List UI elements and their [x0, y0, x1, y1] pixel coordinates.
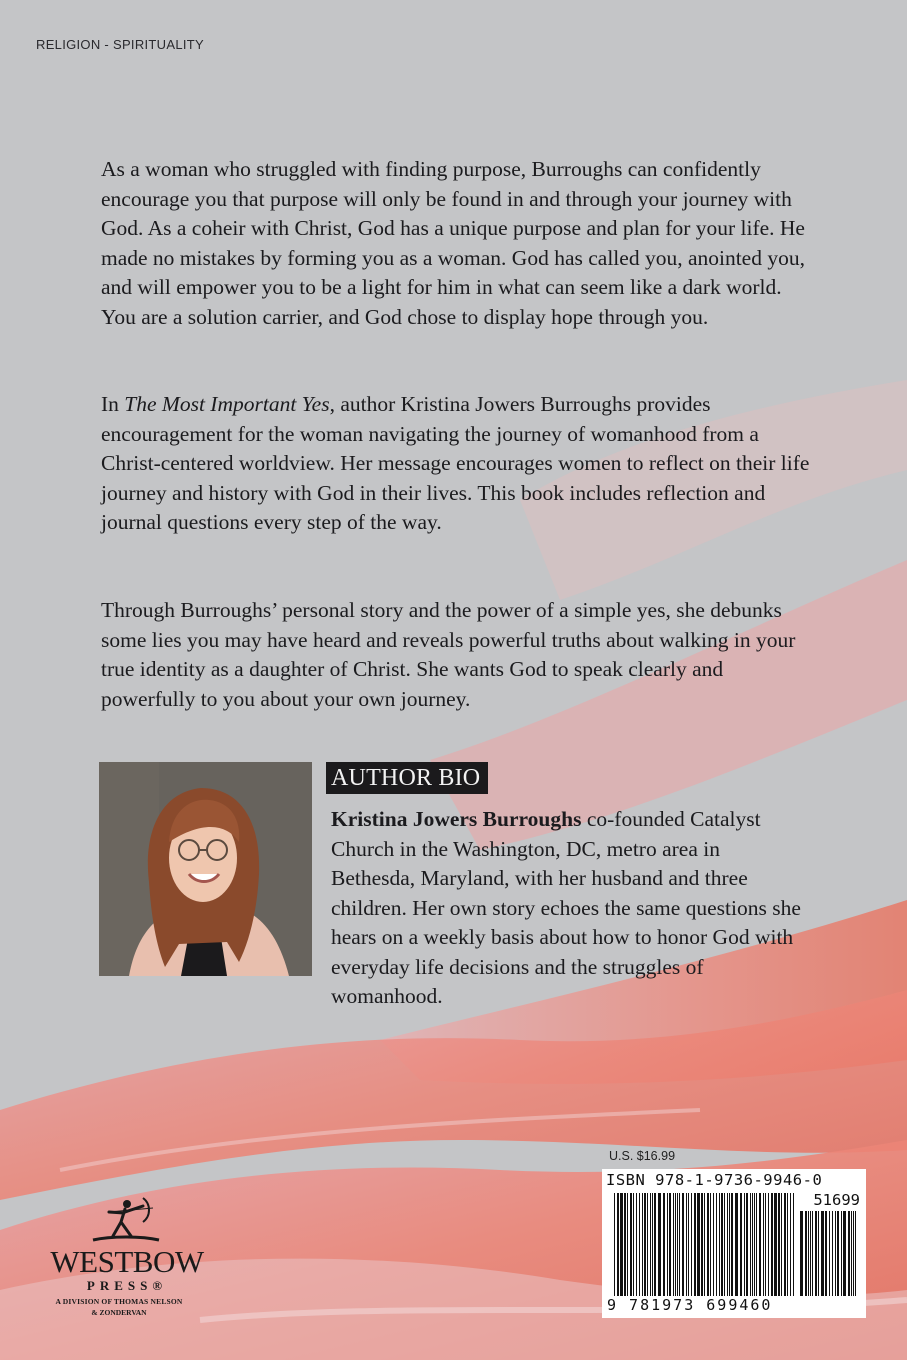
barcode-bar: [763, 1193, 764, 1296]
blurb-paragraph-2: [101, 390, 821, 538]
barcode-bar: [793, 1193, 794, 1296]
blurb-paragraph-2-body: , author Kristina Jowers Burroughs provides encouragement for the woman navigating the journey of womanhood from a Christ-centered worldview. Her message encourages women to reflect on their life journey and history with God in their lives. This book includes reflection and journal questions every step of the way.: [101, 392, 810, 534]
barcode-bar: [731, 1193, 733, 1296]
barcode-addon-number: 51699: [813, 1191, 860, 1209]
barcode-bar: [704, 1193, 705, 1296]
barcode-bar: [790, 1193, 791, 1296]
barcode-bar: [727, 1193, 728, 1296]
barcode-bar: [639, 1193, 640, 1296]
author-bio-body: co-founded Catalyst Church in the Washington, DC, metro area in Bethesda, Maryland, with her husband and three children. Her own story echoes the same questions she hears on a weekly basis about how to honor God with everyday life decisions and the struggles of womanhood.: [331, 807, 801, 1008]
barcode-bar: [724, 1193, 725, 1296]
barcode-bar: [710, 1193, 711, 1296]
barcode-bar: [697, 1193, 700, 1296]
barcode-bar: [650, 1193, 651, 1296]
barcode-bar: [642, 1193, 643, 1296]
isbn-number: ISBN 978-1-9736-9946-0: [606, 1171, 823, 1189]
barcode-digits: 9 781973 699460: [607, 1296, 773, 1314]
barcode-bar: [673, 1193, 674, 1296]
blurb-paragraph-1: As a woman who struggled with finding purpose, Burroughs can confidently encourage you that purpose will only be found in and through your journey with God. As a coheir with Christ, God has a unique purpose and plan for your life. He made no mistakes by forming you as a woman. God has called you, anointed you, and will empower you to be a light for him in what can seem like a dark world. You are a solution carrier, and God chose to display hope through you.: [101, 157, 805, 329]
barcode: [602, 1169, 866, 1318]
barcode-bar: [848, 1211, 850, 1296]
barcode-bar: [808, 1211, 809, 1296]
barcode-bar: [815, 1211, 817, 1296]
barcode-bar: [810, 1211, 811, 1296]
barcode-bar: [853, 1211, 854, 1296]
author-photo: [99, 762, 312, 976]
barcode-bar: [812, 1211, 813, 1296]
barcode-bar: [832, 1211, 833, 1296]
barcode-bar: [677, 1193, 678, 1296]
barcode-bars: [614, 1193, 796, 1296]
barcode-bar: [784, 1193, 786, 1296]
barcode-bar: [669, 1193, 671, 1296]
barcode-bar: [759, 1193, 761, 1296]
barcode-bar: [686, 1193, 687, 1296]
author-name: Kristina Jowers Burroughs: [331, 807, 582, 831]
barcode-bar: [829, 1211, 830, 1296]
barcode-bar: [805, 1211, 807, 1296]
blurb-paragraph-2-prefix: In: [101, 392, 125, 416]
barcode-bar: [694, 1193, 696, 1296]
barcode-bar: [636, 1193, 637, 1296]
barcode-bar: [768, 1193, 769, 1296]
barcode-bar: [821, 1211, 824, 1296]
author-bio-heading: AUTHOR BIO: [326, 762, 488, 794]
publisher-logo: [34, 1196, 220, 1326]
book-title: The Most Important Yes: [124, 392, 330, 416]
barcode-bar: [701, 1193, 703, 1296]
barcode-bar: [667, 1193, 668, 1296]
barcode-addon-bars: [800, 1211, 858, 1296]
barcode-bar: [729, 1193, 730, 1296]
barcode-bar: [719, 1193, 720, 1296]
barcode-bar: [765, 1193, 766, 1296]
barcode-bar: [614, 1193, 615, 1296]
barcode-bar: [644, 1193, 646, 1296]
barcode-bar: [778, 1193, 780, 1296]
barcode-bar: [627, 1193, 628, 1296]
barcode-bar: [746, 1193, 748, 1296]
barcode-bar: [663, 1193, 665, 1296]
barcode-bar: [654, 1193, 656, 1296]
barcode-bar: [800, 1211, 803, 1296]
barcode-bar: [781, 1193, 782, 1296]
barcode-bar: [754, 1193, 755, 1296]
barcode-bar: [675, 1193, 676, 1296]
barcode-bar: [647, 1193, 648, 1296]
publisher-press: PRESS®: [86, 1278, 168, 1293]
barcode-bar: [855, 1211, 856, 1296]
archer-icon: [91, 1196, 161, 1244]
barcode-bar: [825, 1211, 827, 1296]
barcode-bar: [682, 1193, 684, 1296]
barcode-bar: [787, 1193, 788, 1296]
author-bio-text: [331, 805, 801, 1012]
barcode-bar: [617, 1193, 619, 1296]
publisher-division-line-1: A DIVISION OF THOMAS NELSON: [55, 1297, 183, 1306]
barcode-bar: [750, 1193, 751, 1296]
barcode-bar: [691, 1193, 692, 1296]
barcode-bar: [624, 1193, 626, 1296]
barcode-bar: [658, 1193, 661, 1296]
barcode-bar: [851, 1211, 852, 1296]
barcode-bar: [716, 1193, 717, 1296]
publisher-name: WESTBOW: [50, 1244, 204, 1279]
barcode-bar: [735, 1193, 738, 1296]
barcode-bar: [835, 1211, 836, 1296]
barcode-bar: [744, 1193, 745, 1296]
barcode-bar: [771, 1193, 773, 1296]
publisher-division-line-2: & ZONDERVAN: [91, 1308, 147, 1317]
barcode-bar: [756, 1193, 757, 1296]
barcode-bar: [652, 1193, 653, 1296]
barcode-bar: [752, 1193, 753, 1296]
barcode-bar: [843, 1211, 846, 1296]
category-label: RELIGION - SPIRITUALITY: [36, 37, 204, 52]
barcode-bar: [740, 1193, 742, 1296]
barcode-bar: [841, 1211, 842, 1296]
barcode-bar: [679, 1193, 680, 1296]
barcode-bar: [633, 1193, 634, 1296]
barcode-bar: [818, 1211, 819, 1296]
barcode-bar: [688, 1193, 689, 1296]
barcode-bar: [620, 1193, 623, 1296]
barcode-bar: [707, 1193, 709, 1296]
barcode-bar: [713, 1193, 714, 1296]
barcode-bar: [774, 1193, 777, 1296]
blurb-paragraph-3: Through Burroughs’ personal story and the power of a simple yes, she debunks some lies you may have heard and reveals powerful truths about walking in your true identity as a daughter of Christ. She wants God to speak clearly and powerfully to you about your own journey.: [101, 598, 796, 711]
barcode-bar: [630, 1193, 632, 1296]
barcode-bar: [837, 1211, 839, 1296]
price-label: U.S. $16.99: [609, 1149, 676, 1163]
barcode-bar: [721, 1193, 723, 1296]
